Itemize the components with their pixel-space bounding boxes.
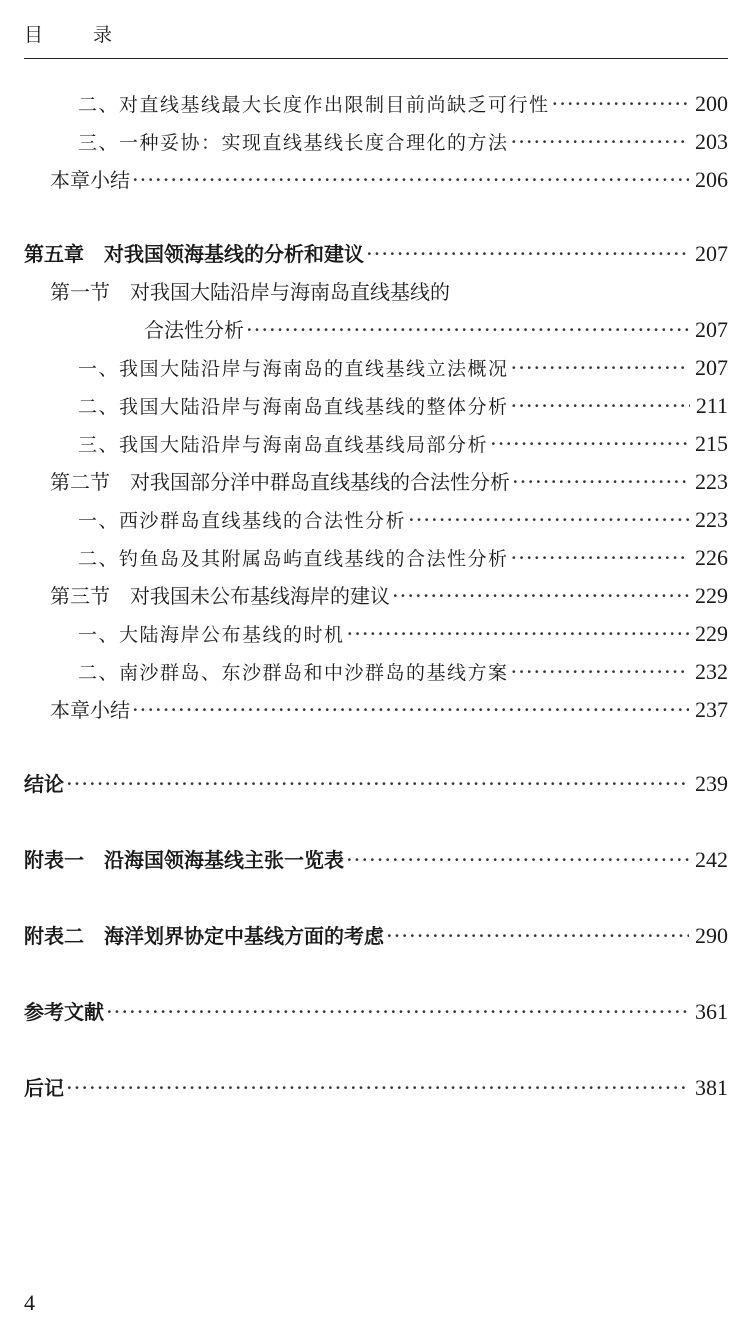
toc-entry-title: 附表一 沿海国领海基线主张一览表 xyxy=(24,848,344,872)
toc-entry[interactable] xyxy=(50,696,728,724)
toc-page-number: 207 xyxy=(695,241,728,266)
header-rule xyxy=(24,58,728,59)
toc-entry-title: 第三节 对我国未公布基线海岸的建议 xyxy=(50,584,390,608)
dot-leader xyxy=(511,392,690,420)
dot-leader xyxy=(512,468,689,496)
toc-entry-title: 第二节 对我国部分洋中群岛直线基线的合法性分析 xyxy=(50,470,510,494)
toc-section-entry[interactable] xyxy=(50,468,728,496)
toc-chapter-entry[interactable] xyxy=(24,770,728,798)
toc-page-number: 207 xyxy=(695,355,728,380)
toc-entry-title: 二、对直线基线最大长度作出限制目前尚缺乏可行性 xyxy=(78,94,550,116)
toc-page-number: 232 xyxy=(695,659,728,684)
dot-leader xyxy=(246,316,689,344)
dot-leader xyxy=(552,90,689,118)
toc-entry[interactable] xyxy=(50,166,728,194)
toc-entry[interactable] xyxy=(78,90,728,118)
toc-page-number: 239 xyxy=(695,771,728,796)
toc-entry-title: 二、南沙群岛、东沙群岛和中沙群岛的基线方案 xyxy=(78,662,509,684)
toc-section-entry[interactable] xyxy=(50,582,728,610)
toc-page-number: 223 xyxy=(695,507,728,532)
toc-entry-title: 二、钓鱼岛及其附属岛屿直线基线的合法性分析 xyxy=(78,548,509,570)
dot-leader xyxy=(392,582,689,610)
dot-leader xyxy=(106,998,689,1026)
toc-entry[interactable] xyxy=(78,430,728,458)
toc-page-number: 290 xyxy=(695,923,728,948)
dot-leader xyxy=(386,922,689,950)
page-number: 4 xyxy=(24,1290,35,1315)
toc-page-number: 229 xyxy=(695,583,728,608)
toc-page-number: 211 xyxy=(695,393,728,418)
running-head: 目 录 xyxy=(24,24,135,46)
dot-leader xyxy=(347,620,689,648)
dot-leader xyxy=(511,128,689,156)
toc-chapter-entry[interactable] xyxy=(24,846,728,874)
dot-leader xyxy=(490,430,689,458)
dot-leader xyxy=(366,240,689,268)
toc-entry[interactable] xyxy=(78,392,728,420)
toc-chapter-entry[interactable] xyxy=(24,240,728,268)
toc-entry[interactable] xyxy=(78,658,728,686)
dot-leader xyxy=(408,506,689,534)
toc-chapter-entry[interactable] xyxy=(24,922,728,950)
toc-page-number: 223 xyxy=(695,469,728,494)
toc-entry-title: 合法性分析 xyxy=(144,318,244,342)
toc-page-number: 381 xyxy=(695,1075,728,1100)
toc-page-number: 229 xyxy=(695,621,728,646)
toc-section-entry[interactable] xyxy=(144,316,728,344)
toc-page-number: 215 xyxy=(695,431,728,456)
dot-leader xyxy=(66,1074,689,1102)
toc-chapter-entry[interactable] xyxy=(24,1074,728,1102)
dot-leader xyxy=(511,544,689,572)
toc-entry-title: 一、我国大陆沿岸与海南岛的直线基线立法概况 xyxy=(78,358,509,380)
toc-entry-title: 三、我国大陆沿岸与海南岛直线基线局部分析 xyxy=(78,434,489,456)
toc-entry-title: 二、我国大陆沿岸与海南岛直线基线的整体分析 xyxy=(78,396,509,418)
dot-leader xyxy=(66,770,689,798)
toc-entry[interactable] xyxy=(78,354,728,382)
toc-entry-title: 结论 xyxy=(24,772,64,796)
toc-page-number: 226 xyxy=(695,545,728,570)
toc-entry-title: 本章小结 xyxy=(50,698,130,722)
toc-entry-title: 本章小结 xyxy=(50,168,130,192)
toc-entry-title: 参考文献 xyxy=(24,1000,104,1024)
toc-entry-title: 第五章 对我国领海基线的分析和建议 xyxy=(24,242,364,266)
toc-entry[interactable] xyxy=(78,128,728,156)
toc-page-number: 206 xyxy=(695,167,728,192)
dot-leader xyxy=(511,658,689,686)
dot-leader xyxy=(132,696,689,724)
dot-leader xyxy=(511,354,689,382)
toc-page-number: 207 xyxy=(695,317,728,342)
toc-entry[interactable] xyxy=(78,506,728,534)
toc-entry-title: 一、西沙群岛直线基线的合法性分析 xyxy=(78,510,407,532)
toc-page-number: 237 xyxy=(695,697,728,722)
dot-leader xyxy=(132,166,689,194)
toc-page-number: 361 xyxy=(695,999,728,1024)
toc-chapter-entry[interactable] xyxy=(24,998,728,1026)
toc-entry[interactable] xyxy=(78,544,728,572)
dot-leader xyxy=(346,846,689,874)
toc-entry-title: 附表二 海洋划界协定中基线方面的考虑 xyxy=(24,924,384,948)
toc-entry-title: 三、一种妥协：实现直线基线长度合理化的方法 xyxy=(78,132,509,154)
toc-entry-title: 后记 xyxy=(24,1076,64,1100)
toc-entry[interactable] xyxy=(78,620,728,648)
toc-page-number: 200 xyxy=(695,91,728,116)
toc-entry-title-line1[interactable]: 第一节 对我国大陆沿岸与海南岛直线基线的 xyxy=(50,280,450,304)
toc-page-number: 203 xyxy=(695,129,728,154)
toc-entry-title: 一、大陆海岸公布基线的时机 xyxy=(78,624,345,646)
toc-page-number: 242 xyxy=(695,847,728,872)
